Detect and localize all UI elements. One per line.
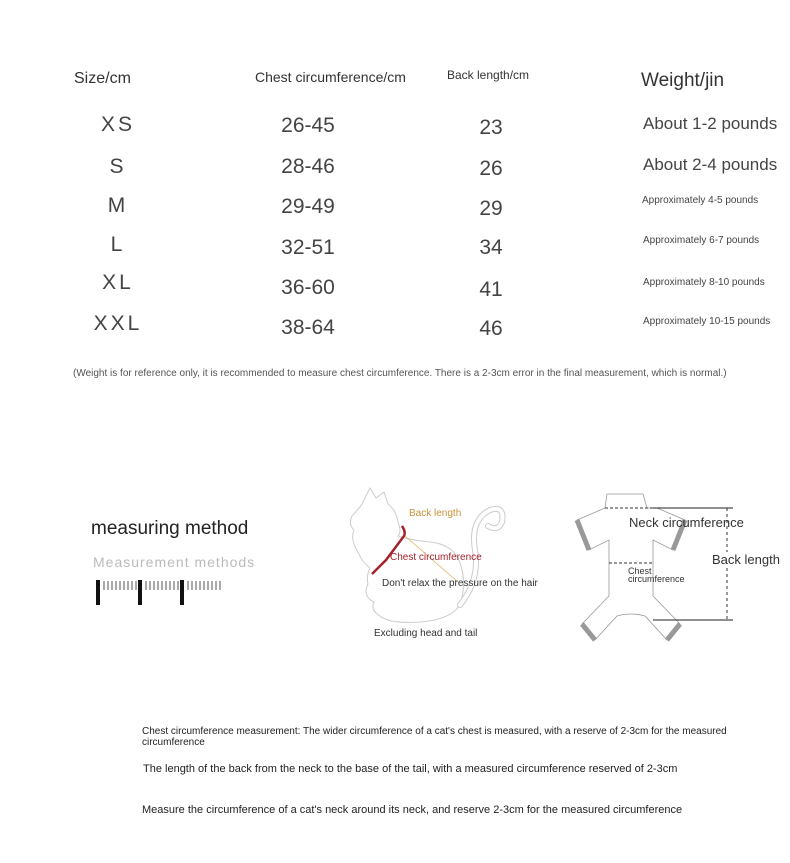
description-chest: Chest circumference measurement: The wider circumference of a cat's chest is measured, with a reserve of 2-3cm for the measured circumference xyxy=(142,726,727,748)
back-cell: 29 xyxy=(479,197,503,220)
back-cell: 46 xyxy=(479,317,503,340)
chest-cell: 26-45 xyxy=(281,114,335,137)
ruler-icon xyxy=(95,578,225,606)
header-size: Size/cm xyxy=(74,70,131,87)
back-cell: 41 xyxy=(479,278,503,301)
method-subtitle: Measurement methods xyxy=(93,554,256,570)
description-neck: Measure the circumference of a cat's neck around its neck, and reserve 2-3cm for the measured circumference xyxy=(142,804,683,816)
weight-note: (Weight is for reference only, it is recommended to measure chest circumference. There is a 2-3cm error in the final measurement, which is normal.) xyxy=(73,368,727,379)
method-title: measuring method xyxy=(91,518,249,539)
size-cell: S xyxy=(109,155,127,178)
chest-cell: 36-60 xyxy=(281,276,335,299)
weight-cell: Approximately 4-5 pounds xyxy=(642,195,759,206)
cat-chest-label: Chest circumference xyxy=(390,552,482,563)
shirt-icon xyxy=(565,488,745,648)
chest-cell: 29-49 xyxy=(281,195,335,218)
cat-pressure-note: Don't relax the pressure on the hair xyxy=(382,578,538,589)
size-cell: L xyxy=(110,233,126,256)
weight-cell: About 1-2 pounds xyxy=(643,114,778,133)
weight-cell: Approximately 6-7 pounds xyxy=(643,235,760,246)
header-weight: Weight/jin xyxy=(641,70,725,91)
header-back-length: Back length/cm xyxy=(447,68,530,82)
weight-cell: Approximately 10-15 pounds xyxy=(643,316,771,327)
cat-excluding-note: Excluding head and tail xyxy=(374,628,478,639)
header-chest: Chest circumference/cm xyxy=(255,69,406,85)
shirt-neck-label: Neck circumference xyxy=(629,515,744,530)
weight-cell: Approximately 8-10 pounds xyxy=(643,277,765,288)
back-cell: 26 xyxy=(479,157,503,180)
shirt-chest-label-line1: Chest xyxy=(628,566,652,576)
size-cell: M xyxy=(107,194,129,217)
description-back: The length of the back from the neck to the base of the tail, with a measured circumference reserved of 2-3cm xyxy=(143,763,678,775)
chest-cell: 32-51 xyxy=(281,236,335,259)
chest-cell: 28-46 xyxy=(281,155,335,178)
chest-cell: 38-64 xyxy=(281,316,335,339)
size-cell: XXL xyxy=(93,312,143,335)
cat-back-length-label: Back length xyxy=(409,508,462,519)
size-cell: XL xyxy=(102,271,134,294)
back-cell: 23 xyxy=(479,116,503,139)
weight-cell: About 2-4 pounds xyxy=(643,155,778,174)
size-cell: XS xyxy=(100,113,135,136)
back-cell: 34 xyxy=(479,236,503,259)
shirt-chest-label-line2: circumference xyxy=(628,574,685,584)
shirt-back-length-label: Back length xyxy=(712,552,780,567)
